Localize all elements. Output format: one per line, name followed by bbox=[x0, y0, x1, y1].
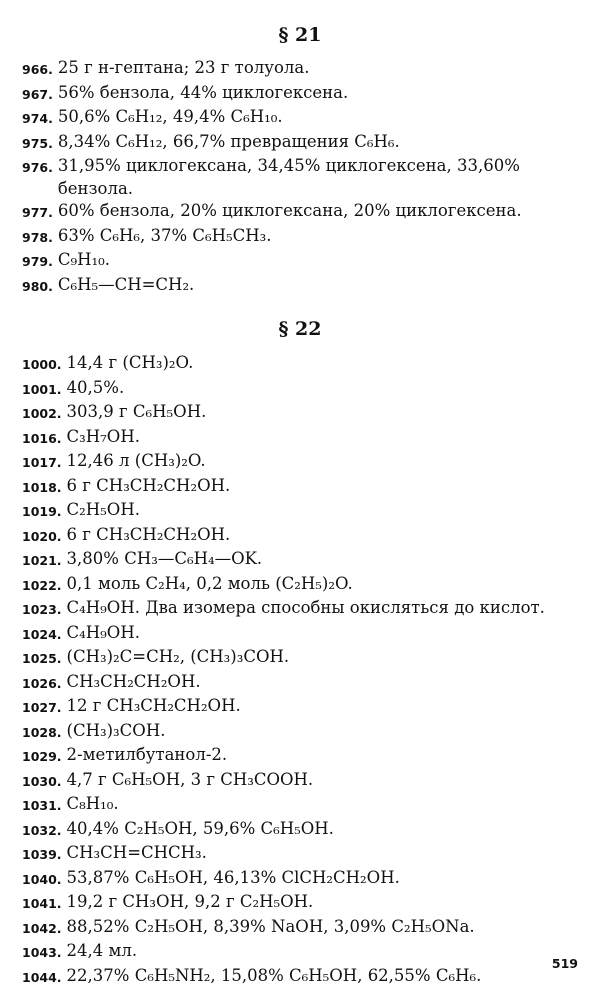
answer-number: 1000. bbox=[22, 357, 62, 372]
answer-text: 14,4 г (CH₃)₂O. bbox=[66, 353, 194, 372]
answer-number: 1031. bbox=[22, 798, 62, 813]
answer-text: C₂H₅OH. bbox=[66, 500, 140, 519]
answer-number: 977. bbox=[22, 205, 53, 220]
answer-entry bbox=[22, 573, 592, 598]
answer-entry bbox=[22, 940, 592, 965]
answer-entry bbox=[22, 450, 592, 475]
answer-entry bbox=[22, 82, 592, 107]
answer-text: 24,4 мл. bbox=[66, 941, 138, 960]
answer-text: 19,2 г CH₃OH, 9,2 г C₂H₅OH. bbox=[66, 892, 314, 911]
answer-entry bbox=[22, 695, 592, 720]
answer-number: 1016. bbox=[22, 430, 62, 446]
answer-number: 1030. bbox=[22, 773, 62, 789]
answer-text: 40,4% C₂H₅OH, 59,6% C₆H₅OH. bbox=[66, 818, 334, 838]
answer-entry bbox=[22, 842, 592, 867]
answer-text: 56% бензола, 44% циклогексена. bbox=[57, 82, 349, 102]
answer-number: 1029. bbox=[22, 749, 62, 764]
answer-text: 2-метилбутанол-2. bbox=[66, 745, 228, 764]
answer-entry bbox=[22, 274, 592, 299]
answer-entry bbox=[22, 57, 592, 82]
answer-text: 3,80% CH₃—C₆H₄—OK. bbox=[66, 549, 263, 568]
answer-number: 1023. bbox=[22, 602, 62, 617]
answer-text: 0,1 моль C₂H₄, 0,2 моль (C₂H₅)₂O. bbox=[66, 573, 353, 593]
answer-text: 25 г н-гептана; 23 г толуола. bbox=[57, 58, 310, 77]
answer-text: 50,6% C₆H₁₂, 49,4% C₆H₁₀. bbox=[57, 107, 283, 126]
answer-text: 31,95% циклогексана, 34,45% циклогексена, 33,60% бензола. bbox=[57, 156, 520, 198]
answer-text: 53,87% C₆H₅OH, 46,13% ClCH₂CH₂OH. bbox=[66, 867, 400, 887]
answer-entry bbox=[22, 131, 592, 156]
answer-number: 1021. bbox=[22, 553, 62, 568]
answer-text: C₃H₇OH. bbox=[66, 426, 140, 446]
answer-entry bbox=[22, 548, 592, 573]
answer-number: 966. bbox=[22, 62, 53, 77]
answer-number: 975. bbox=[22, 135, 53, 151]
answer-number: 974. bbox=[22, 111, 53, 126]
answer-entry bbox=[22, 793, 592, 818]
answer-entry bbox=[22, 475, 592, 500]
answer-number: 967. bbox=[22, 86, 53, 102]
answer-number: 976. bbox=[22, 160, 53, 175]
answer-text: 6 г CH₃CH₂CH₂OH. bbox=[66, 524, 231, 544]
answer-entry bbox=[22, 200, 592, 225]
answer-entry bbox=[22, 646, 592, 671]
answer-text: 12,46 л (CH₃)₂O. bbox=[66, 451, 206, 470]
page-number: 519 bbox=[551, 956, 578, 971]
answer-number: 1024. bbox=[22, 626, 62, 642]
answer-text: C₈H₁₀. bbox=[66, 794, 119, 813]
answer-text: C₄H₉OH. Два изомера способны окисляться до кислот. bbox=[66, 598, 545, 617]
answer-entry bbox=[22, 352, 592, 377]
answer-number: 979. bbox=[22, 254, 53, 269]
section-21-heading: § 21 bbox=[278, 24, 322, 46]
answer-entry bbox=[22, 891, 592, 916]
answers-list-section-21 bbox=[22, 57, 592, 298]
answer-number: 1041. bbox=[22, 896, 62, 911]
answers-list-section-22 bbox=[22, 352, 592, 989]
answer-entry bbox=[22, 401, 592, 426]
answer-number: 1028. bbox=[22, 724, 62, 740]
answer-text: 12 г CH₃CH₂CH₂OH. bbox=[66, 696, 241, 715]
answer-number: 1039. bbox=[22, 847, 62, 862]
answer-text: C₄H₉OH. bbox=[66, 622, 140, 642]
answer-text: 40,5%. bbox=[66, 377, 125, 397]
answer-number: 980. bbox=[22, 278, 53, 294]
answer-text: C₆H₅—CH=CH₂. bbox=[57, 274, 195, 294]
answer-text: CH₃CH₂CH₂OH. bbox=[66, 671, 201, 691]
answer-text: 88,52% C₂H₅OH, 8,39% NaOH, 3,09% C₂H₅ONa. bbox=[66, 916, 475, 936]
answer-entry bbox=[22, 916, 592, 941]
answer-text: 8,34% C₆H₁₂, 66,7% превращения C₆H₆. bbox=[57, 131, 400, 151]
answer-number: 1032. bbox=[22, 822, 62, 838]
answer-number: 1017. bbox=[22, 455, 62, 470]
answer-number: 1020. bbox=[22, 528, 62, 544]
answer-text: 63% C₆H₆, 37% C₆H₅CH₃. bbox=[57, 225, 272, 245]
answer-number: 1026. bbox=[22, 675, 62, 691]
answer-entry bbox=[22, 818, 592, 843]
answer-number: 1002. bbox=[22, 406, 62, 421]
answer-number: 1042. bbox=[22, 920, 62, 936]
answer-number: 1019. bbox=[22, 504, 62, 519]
answer-entry bbox=[22, 671, 592, 696]
answer-entry bbox=[22, 155, 592, 200]
answer-entry bbox=[22, 744, 592, 769]
answer-entry bbox=[22, 499, 592, 524]
answer-number: 1025. bbox=[22, 651, 62, 666]
answer-entry bbox=[22, 225, 592, 250]
answer-entry bbox=[22, 965, 592, 990]
answer-text: 4,7 г C₆H₅OH, 3 г CH₃COOH. bbox=[66, 769, 314, 789]
answer-entry bbox=[22, 867, 592, 892]
answer-text: 303,9 г C₆H₅OH. bbox=[66, 402, 207, 421]
answer-entry bbox=[22, 249, 592, 274]
answer-entry bbox=[22, 597, 592, 622]
answer-entry bbox=[22, 106, 592, 131]
answer-number: 1043. bbox=[22, 945, 62, 960]
section-22-heading: § 22 bbox=[278, 318, 322, 340]
answer-number: 1001. bbox=[22, 381, 62, 397]
answer-number: 1040. bbox=[22, 871, 62, 887]
answer-number: 1027. bbox=[22, 700, 62, 715]
answer-number: 978. bbox=[22, 229, 53, 245]
answer-number: 1044. bbox=[22, 969, 62, 985]
answer-text: 60% бензола, 20% циклогексана, 20% циклогексена. bbox=[57, 201, 522, 220]
answer-text: CH₃CH=CHCH₃. bbox=[66, 843, 207, 862]
answer-entry bbox=[22, 720, 592, 745]
answer-text: (CH₃)₃COH. bbox=[66, 720, 166, 740]
answer-entry bbox=[22, 622, 592, 647]
answer-entry bbox=[22, 524, 592, 549]
answer-entry bbox=[22, 769, 592, 794]
answer-entry bbox=[22, 426, 592, 451]
answer-number: 1018. bbox=[22, 479, 62, 495]
answer-text: (CH₃)₂C=CH₂, (CH₃)₃COH. bbox=[66, 647, 290, 666]
answer-text: 22,37% C₆H₅NH₂, 15,08% C₆H₅OH, 62,55% C₆H₆. bbox=[66, 965, 482, 985]
answer-number: 1022. bbox=[22, 577, 62, 593]
answer-text: C₉H₁₀. bbox=[57, 250, 110, 269]
answer-text: 6 г CH₃CH₂CH₂OH. bbox=[66, 475, 231, 495]
answer-entry bbox=[22, 377, 592, 402]
